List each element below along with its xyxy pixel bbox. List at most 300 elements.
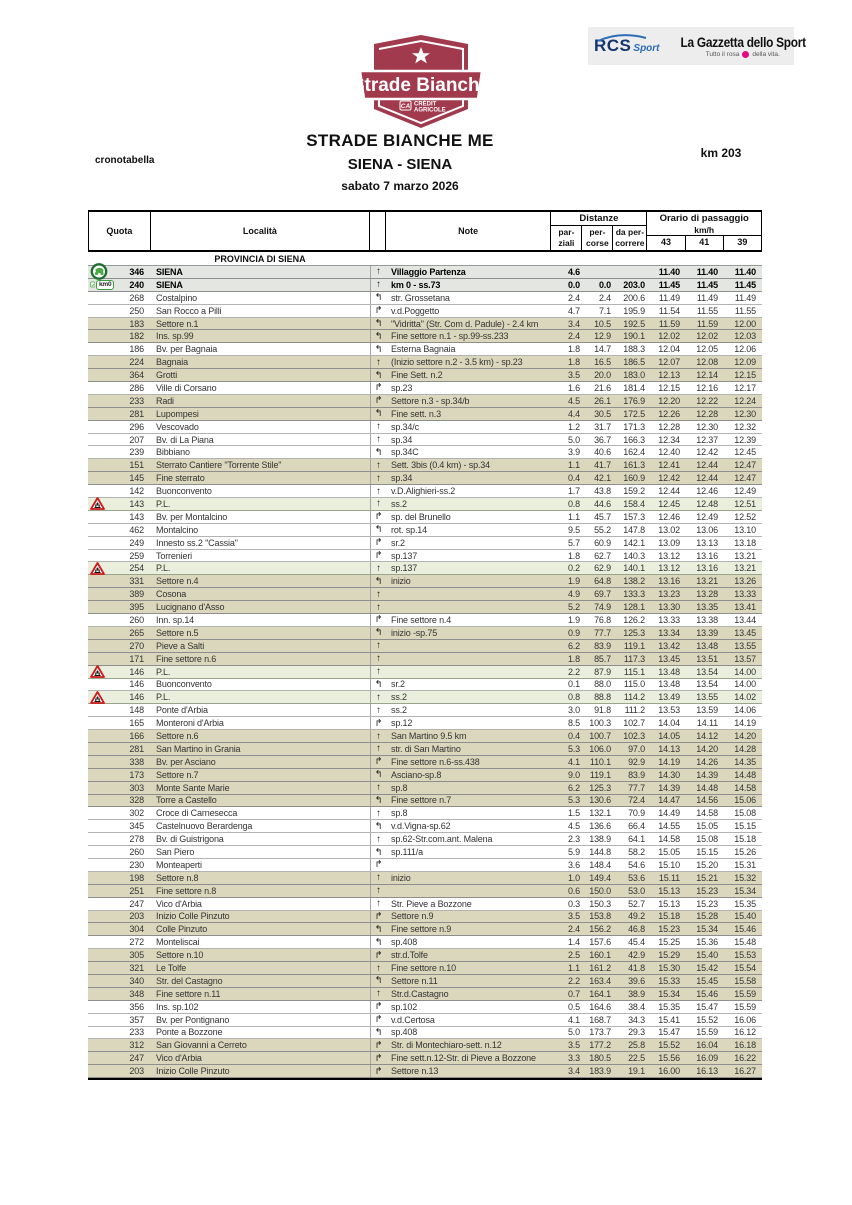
km-parziali-cell: 5.0 — [567, 1027, 580, 1038]
strade-bianche-badge-icon — [352, 31, 490, 131]
localita-cell: Fine settore n.8 — [156, 885, 217, 896]
time-39kmh-cell: 12.17 — [734, 382, 756, 393]
km-dapercorrere-cell: 186.5 — [623, 357, 645, 368]
km-percorse-cell: 87.9 — [594, 666, 611, 677]
time-43kmh-cell: 14.58 — [658, 834, 680, 845]
direction-arrow-icon: ↑ — [370, 807, 386, 819]
km-parziali-cell: 0.8 — [567, 692, 580, 703]
km-percorse-cell: 138.9 — [589, 834, 611, 845]
time-39kmh-cell: 16.06 — [734, 1014, 756, 1025]
time-43kmh-cell: 15.35 — [658, 1001, 680, 1012]
table-body — [88, 266, 762, 1080]
time-43kmh-cell: 15.30 — [658, 963, 680, 974]
quota-cell: 148 — [129, 705, 144, 716]
timetable-row — [88, 1001, 762, 1014]
rcs-gazzetta-logo — [588, 27, 806, 65]
time-41kmh-cell: 15.23 — [696, 898, 718, 909]
time-41kmh-cell: 13.13 — [696, 537, 718, 548]
quota-cell: 186 — [129, 344, 144, 355]
km-percorse-cell: 2.4 — [598, 292, 611, 303]
km-dapercorrere-cell: 181.4 — [623, 382, 645, 393]
time-41kmh-cell: 11.40 — [696, 266, 718, 277]
time-43kmh-cell: 15.34 — [658, 988, 680, 999]
km-dapercorrere-cell: 128.1 — [623, 602, 645, 613]
quota-cell: 270 — [129, 640, 144, 651]
direction-arrow-icon: ↰ — [370, 318, 386, 330]
time-43kmh-cell: 13.30 — [658, 602, 680, 613]
start-icon — [90, 263, 109, 280]
time-39kmh-cell: 14.19 — [734, 718, 756, 729]
km-percorse-cell: 41.7 — [594, 460, 611, 471]
time-43kmh-cell: 12.40 — [658, 447, 680, 458]
localita-cell: Monteaperti — [156, 859, 202, 870]
note-cell: sp.137 — [391, 563, 418, 574]
time-41kmh-cell: 12.05 — [696, 344, 718, 355]
quota-cell: 247 — [129, 1053, 144, 1064]
direction-arrow-icon: ↰ — [370, 369, 386, 381]
quota-cell: 462 — [129, 524, 144, 535]
km-percorse-cell: 173.7 — [589, 1027, 611, 1038]
col-header-note: Note — [386, 212, 551, 250]
direction-arrow-icon: ↑ — [370, 782, 386, 794]
km-dapercorrere-cell: 41.8 — [628, 963, 645, 974]
direction-arrow-icon: ↑ — [370, 872, 386, 884]
quota-cell: 249 — [129, 537, 144, 548]
timetable-row — [88, 691, 762, 704]
quota-cell: 165 — [129, 718, 144, 729]
km-dapercorrere-cell: 42.9 — [628, 950, 645, 961]
quota-cell: 304 — [129, 924, 144, 935]
localita-cell: Radi — [156, 395, 174, 406]
timetable-row — [88, 511, 762, 524]
km-percorse-cell: 153.8 — [589, 911, 611, 922]
km-percorse-cell: 125.3 — [589, 782, 611, 793]
level-crossing-warning-icon — [90, 665, 105, 678]
km-percorse-cell: 62.9 — [594, 563, 611, 574]
localita-cell: Inizio Colle Pinzuto — [156, 911, 230, 922]
time-43kmh-cell: 16.00 — [658, 1066, 680, 1077]
km-dapercorrere-cell: 133.3 — [623, 589, 645, 600]
note-cell: str.d.Tolfe — [391, 950, 428, 961]
quota-cell: 357 — [129, 1014, 144, 1025]
km-parziali-cell: 0.9 — [567, 627, 580, 638]
localita-cell: Bibbiano — [156, 447, 190, 458]
km-dapercorrere-cell: 38.4 — [628, 1001, 645, 1012]
km-parziali-cell: 5.7 — [567, 537, 580, 548]
localita-cell: Bv. di Guistrigona — [156, 834, 224, 845]
time-39kmh-cell: 13.33 — [734, 589, 756, 600]
col-header-dapercorrere: da per- correre — [615, 227, 645, 248]
col-header-orario: Orario di passaggio — [659, 213, 749, 224]
time-41kmh-cell: 12.14 — [696, 370, 718, 381]
direction-arrow-icon: ↰ — [370, 936, 386, 948]
km-percorse-cell: 83.9 — [594, 640, 611, 651]
km-percorse-cell: 180.5 — [589, 1053, 611, 1064]
quota-cell: 340 — [129, 975, 144, 986]
localita-cell: Settore n.7 — [156, 769, 199, 780]
km-dapercorrere-cell: 64.1 — [628, 834, 645, 845]
time-43kmh-cell: 13.33 — [658, 614, 680, 625]
direction-arrow-icon: ↱ — [370, 305, 386, 317]
note-cell: Str. di Montechiaro-sett. n.12 — [391, 1040, 502, 1051]
strade-bianche-wordmark: Strade Bianche — [352, 75, 490, 96]
time-43kmh-cell: 14.30 — [658, 769, 680, 780]
time-43kmh-cell: 11.54 — [658, 305, 680, 316]
quota-cell: 281 — [129, 743, 144, 754]
km-percorse-cell: 106.0 — [589, 743, 611, 754]
time-41kmh-cell: 11.49 — [696, 292, 718, 303]
time-39kmh-cell: 12.45 — [734, 447, 756, 458]
direction-arrow-icon: ↑ — [370, 434, 386, 446]
time-43kmh-cell: 12.13 — [658, 370, 680, 381]
localita-cell: Montalcino — [156, 524, 199, 535]
note-cell: sp.408 — [391, 937, 418, 948]
localita-cell: Ins. sp.102 — [156, 1001, 199, 1012]
localita-cell: P.L. — [156, 692, 171, 703]
km-parziali-cell: 0.5 — [567, 1001, 580, 1012]
note-cell: inizio — [391, 576, 411, 587]
time-41kmh-cell: 13.54 — [696, 666, 718, 677]
km-parziali-cell: 0.7 — [567, 988, 580, 999]
time-39kmh-cell: 11.49 — [734, 292, 756, 303]
km-dapercorrere-cell: 192.5 — [623, 318, 645, 329]
rcs-sport-logo — [594, 36, 660, 56]
direction-arrow-icon: ↱ — [370, 395, 386, 407]
km-dapercorrere-cell: 72.4 — [628, 795, 645, 806]
km-dapercorrere-cell: 117.3 — [623, 653, 645, 664]
time-43kmh-cell: 13.12 — [658, 550, 680, 561]
km-percorse-cell: 14.7 — [594, 344, 611, 355]
km-dapercorrere-cell: 49.2 — [628, 911, 645, 922]
localita-cell: Sterrato Cantiere "Torrente Stile" — [156, 460, 282, 471]
note-cell: sr.2 — [391, 537, 405, 548]
km-percorse-cell: 144.8 — [589, 847, 611, 858]
km-percorse-cell: 130.6 — [589, 795, 611, 806]
direction-arrow-icon: ↰ — [370, 408, 386, 420]
col-header-speed-39: 39 — [737, 237, 748, 247]
km-dapercorrere-cell: 45.4 — [628, 937, 645, 948]
km-percorse-cell: 136.6 — [589, 821, 611, 832]
direction-arrow-icon: ↑ — [370, 666, 386, 678]
col-header-localita: Località — [151, 212, 370, 250]
localita-cell: Innesto ss.2 "Cassia" — [156, 537, 238, 548]
km-dapercorrere-cell: 25.8 — [628, 1040, 645, 1051]
direction-arrow-icon: ↱ — [370, 382, 386, 394]
note-cell: str. di San Martino — [391, 743, 461, 754]
direction-arrow-icon: ↑ — [370, 898, 386, 910]
timetable-row — [88, 730, 762, 743]
direction-arrow-icon: ↰ — [370, 446, 386, 458]
row-icon-cell — [88, 665, 114, 678]
km-parziali-cell: 5.3 — [567, 743, 580, 754]
time-41kmh-cell: 12.37 — [696, 434, 718, 445]
km-percorse-cell: 160.1 — [589, 950, 611, 961]
timetable-row — [88, 911, 762, 924]
timetable-row — [88, 472, 762, 485]
km-parziali-cell: 3.6 — [567, 859, 580, 870]
time-41kmh-cell: 11.55 — [696, 305, 718, 316]
quota-cell: 338 — [129, 756, 144, 767]
quota-cell: 146 — [129, 692, 144, 703]
km-dapercorrere-cell: 190.1 — [623, 331, 645, 342]
time-43kmh-cell: 12.20 — [658, 395, 680, 406]
km-percorse-cell: 74.9 — [594, 602, 611, 613]
km-parziali-cell: 0.0 — [567, 279, 580, 290]
km-dapercorrere-cell: 102.3 — [623, 731, 645, 741]
km-dapercorrere-cell: 160.9 — [623, 473, 645, 484]
time-43kmh-cell: 15.56 — [658, 1053, 680, 1064]
localita-cell: Buonconvento — [156, 679, 212, 690]
km-parziali-cell: 1.8 — [567, 653, 580, 664]
col-header-direction — [370, 212, 386, 250]
direction-arrow-icon: ↱ — [370, 550, 386, 562]
time-43kmh-cell: 13.48 — [658, 666, 680, 677]
note-cell: (Inizio settore n.2 - 3.5 km) - sp.23 — [391, 357, 523, 368]
time-39kmh-cell: 15.40 — [734, 911, 756, 922]
time-39kmh-cell: 15.54 — [734, 963, 756, 974]
time-41kmh-cell: 13.06 — [696, 524, 718, 535]
km-parziali-cell: 2.5 — [567, 950, 580, 961]
direction-arrow-icon: ↑ — [370, 485, 386, 497]
direction-arrow-icon: ↑ — [370, 588, 386, 600]
strade-bianche-logo — [352, 31, 490, 131]
time-41kmh-cell: 15.42 — [696, 963, 718, 974]
direction-arrow-icon: ↰ — [370, 820, 386, 832]
direction-arrow-icon: ↱ — [370, 537, 386, 549]
km-parziali-cell: 3.5 — [567, 370, 580, 381]
note-cell: sp.34 — [391, 473, 413, 484]
time-39kmh-cell: 12.00 — [734, 318, 756, 329]
km-dapercorrere-cell: 195.9 — [623, 305, 645, 316]
time-43kmh-cell: 12.04 — [658, 344, 680, 355]
direction-arrow-icon: ↰ — [370, 575, 386, 587]
km-percorse-cell: 76.8 — [594, 614, 611, 625]
time-39kmh-cell: 15.58 — [734, 975, 756, 986]
km-percorse-cell: 150.0 — [589, 885, 611, 896]
km-parziali-cell: 3.4 — [567, 1066, 580, 1077]
km-percorse-cell: 168.7 — [589, 1014, 611, 1025]
localita-cell: Monte Sante Marie — [156, 782, 230, 793]
quota-cell: 143 — [129, 511, 144, 522]
row-icon-cell — [88, 691, 114, 704]
timetable-row — [88, 575, 762, 588]
timetable-row — [88, 614, 762, 627]
time-39kmh-cell: 13.10 — [734, 524, 756, 535]
quota-cell: 233 — [129, 395, 144, 406]
quota-cell: 348 — [129, 988, 144, 999]
km-dapercorrere-cell: 203.0 — [623, 279, 645, 290]
localita-cell: Fine settore n.6 — [156, 653, 217, 664]
note-cell: sp. del Brunello — [391, 511, 451, 522]
km-parziali-cell: 0.4 — [567, 731, 580, 741]
km-dapercorrere-cell: 19.1 — [628, 1066, 645, 1077]
time-41kmh-cell: 14.11 — [696, 718, 718, 729]
km-percorse-cell: 30.5 — [594, 408, 611, 419]
time-39kmh-cell: 11.45 — [734, 279, 756, 290]
time-39kmh-cell: 13.41 — [734, 602, 756, 613]
localita-cell: Inn. sp.14 — [156, 614, 195, 625]
km-percorse-cell: 119.1 — [589, 769, 611, 780]
time-41kmh-cell: 12.44 — [696, 460, 718, 471]
note-cell: str. Grossetana — [391, 292, 450, 303]
km-percorse-cell: 148.4 — [589, 859, 611, 870]
direction-arrow-icon: ↑ — [370, 472, 386, 484]
km-parziali-cell: 9.0 — [567, 769, 580, 780]
timetable-row — [88, 846, 762, 859]
time-39kmh-cell: 14.00 — [734, 666, 756, 677]
quota-cell: 146 — [129, 679, 144, 690]
note-cell: Settore n.11 — [391, 975, 438, 986]
km-parziali-cell: 1.9 — [567, 614, 580, 625]
time-39kmh-cell: 12.24 — [734, 395, 756, 406]
quota-cell: 303 — [129, 782, 144, 793]
direction-arrow-icon: ↑ — [370, 653, 386, 665]
km-parziali-cell: 5.3 — [567, 795, 580, 806]
direction-arrow-icon: ↑ — [370, 730, 386, 742]
km-percorse-cell: 88.8 — [594, 692, 611, 703]
time-41kmh-cell: 14.58 — [696, 808, 718, 819]
km-parziali-cell: 0.3 — [567, 898, 580, 909]
km-dapercorrere-cell: 46.8 — [628, 924, 645, 935]
quota-cell: 364 — [129, 370, 144, 381]
time-39kmh-cell: 14.20 — [734, 731, 756, 741]
km-parziali-cell: 0.4 — [567, 473, 580, 484]
localita-cell: Monteliscai — [156, 937, 200, 948]
km-percorse-cell: 164.6 — [589, 1001, 611, 1012]
km-percorse-cell: 77.7 — [594, 627, 611, 638]
km0-label: km0 — [96, 280, 114, 290]
time-39kmh-cell: 11.55 — [734, 305, 756, 316]
time-41kmh-cell: 12.48 — [696, 498, 718, 509]
timetable-row — [88, 704, 762, 717]
time-39kmh-cell: 13.21 — [734, 550, 756, 561]
km-dapercorrere-cell: 54.6 — [628, 859, 645, 870]
quota-cell: 240 — [129, 279, 144, 290]
note-cell: sp.8 — [391, 782, 408, 793]
time-43kmh-cell: 13.02 — [658, 524, 680, 535]
quota-cell: 259 — [129, 550, 144, 561]
km-dapercorrere-cell: 39.6 — [628, 975, 645, 986]
time-41kmh-cell: 15.05 — [696, 821, 718, 832]
timetable-row — [88, 562, 762, 575]
time-43kmh-cell: 11.45 — [658, 279, 680, 290]
time-41kmh-cell: 14.26 — [696, 756, 718, 767]
km-percorse-cell: 62.7 — [594, 550, 611, 561]
timetable-row — [88, 807, 762, 820]
time-43kmh-cell: 13.09 — [658, 537, 680, 548]
km-parziali-cell: 1.1 — [567, 963, 580, 974]
note-cell: San Martino 9.5 km — [391, 731, 467, 741]
col-group-distanze — [551, 212, 647, 250]
cronotabella-table — [88, 210, 762, 1080]
svg-text:AGRICOLE: AGRICOLE — [414, 107, 446, 114]
km-percorse-cell: 44.6 — [594, 498, 611, 509]
localita-cell: Lupompesi — [156, 408, 199, 419]
timetable-row — [88, 898, 762, 911]
time-39kmh-cell: 13.21 — [734, 563, 756, 574]
time-43kmh-cell: 11.59 — [658, 318, 680, 329]
km-percorse-cell: 163.4 — [589, 975, 611, 986]
quota-cell: 250 — [129, 305, 144, 316]
quota-cell: 321 — [129, 963, 144, 974]
localita-cell: San Martino in Grania — [156, 743, 241, 754]
km-parziali-cell: 9.5 — [567, 524, 580, 535]
quota-cell: 296 — [129, 421, 144, 432]
km-parziali-cell: 4.9 — [567, 589, 580, 600]
km-dapercorrere-cell: 114.2 — [623, 692, 645, 703]
note-cell: sp.12 — [391, 718, 413, 729]
time-43kmh-cell: 12.41 — [658, 460, 680, 471]
time-43kmh-cell: 15.33 — [658, 975, 680, 986]
timetable-row — [88, 859, 762, 872]
time-43kmh-cell: 12.46 — [658, 511, 680, 522]
race-date: sabato 7 marzo 2026 — [341, 179, 459, 193]
km-dapercorrere-cell: 159.2 — [623, 486, 645, 497]
time-39kmh-cell: 13.44 — [734, 614, 756, 625]
time-41kmh-cell: 12.44 — [696, 473, 718, 484]
direction-arrow-icon: ↰ — [370, 1027, 386, 1039]
timetable-row — [88, 782, 762, 795]
time-41kmh-cell: 11.45 — [696, 279, 718, 290]
time-39kmh-cell: 15.59 — [734, 1001, 756, 1012]
time-41kmh-cell: 13.55 — [696, 692, 718, 703]
km-percorse-cell: 132.1 — [589, 808, 611, 819]
gazzetta-tagline-left: Tutto il rosa — [705, 50, 740, 58]
km-dapercorrere-cell: 200.6 — [623, 292, 645, 303]
note-cell: Settore n.3 - sp.34/b — [391, 395, 470, 406]
note-cell: ss.2 — [391, 705, 407, 716]
localita-cell: San Giovanni a Cerreto — [156, 1040, 247, 1051]
localita-cell: Ville di Corsano — [156, 382, 217, 393]
time-43kmh-cell: 15.10 — [658, 859, 680, 870]
km-percorse-cell: 88.0 — [594, 679, 611, 690]
time-43kmh-cell: 14.04 — [658, 718, 680, 729]
row-icon-cell — [88, 263, 114, 280]
time-39kmh-cell: 14.48 — [734, 769, 756, 780]
note-cell: Settore n.9 — [391, 911, 434, 922]
quota-cell: 230 — [129, 859, 144, 870]
timetable-row — [88, 1052, 762, 1065]
time-43kmh-cell: 15.11 — [658, 872, 680, 883]
note-cell: Fine settore n.7 — [391, 795, 452, 806]
direction-arrow-icon: ↑ — [370, 356, 386, 368]
direction-arrow-icon: ↱ — [370, 1065, 386, 1077]
timetable-row — [88, 936, 762, 949]
km-dapercorrere-cell: 52.7 — [628, 898, 645, 909]
time-43kmh-cell: 13.34 — [658, 627, 680, 638]
time-43kmh-cell: 15.13 — [658, 885, 680, 896]
timetable-row — [88, 588, 762, 601]
note-cell: v.d.Vigna-sp.62 — [391, 821, 451, 832]
km-parziali-cell: 3.5 — [567, 911, 580, 922]
col-header-speed-43: 43 — [647, 236, 685, 250]
km-dapercorrere-cell: 115.0 — [623, 679, 645, 690]
km-dapercorrere-cell: 166.3 — [623, 434, 645, 445]
direction-arrow-icon: ↑ — [370, 421, 386, 433]
time-41kmh-cell: 13.35 — [696, 602, 718, 613]
time-43kmh-cell: 15.52 — [658, 1040, 680, 1051]
km-percorse-cell: 36.7 — [594, 434, 611, 445]
time-43kmh-cell: 15.05 — [658, 847, 680, 858]
quota-cell: 331 — [129, 576, 144, 587]
direction-arrow-icon: ↱ — [370, 717, 386, 729]
note-cell: sp.408 — [391, 1027, 418, 1038]
time-41kmh-cell: 15.20 — [696, 859, 718, 870]
timetable-row — [88, 485, 762, 498]
direction-arrow-icon: ↰ — [370, 524, 386, 536]
km-dapercorrere-cell: 161.3 — [623, 460, 645, 471]
rcs-wordmark: RCS — [594, 36, 632, 55]
